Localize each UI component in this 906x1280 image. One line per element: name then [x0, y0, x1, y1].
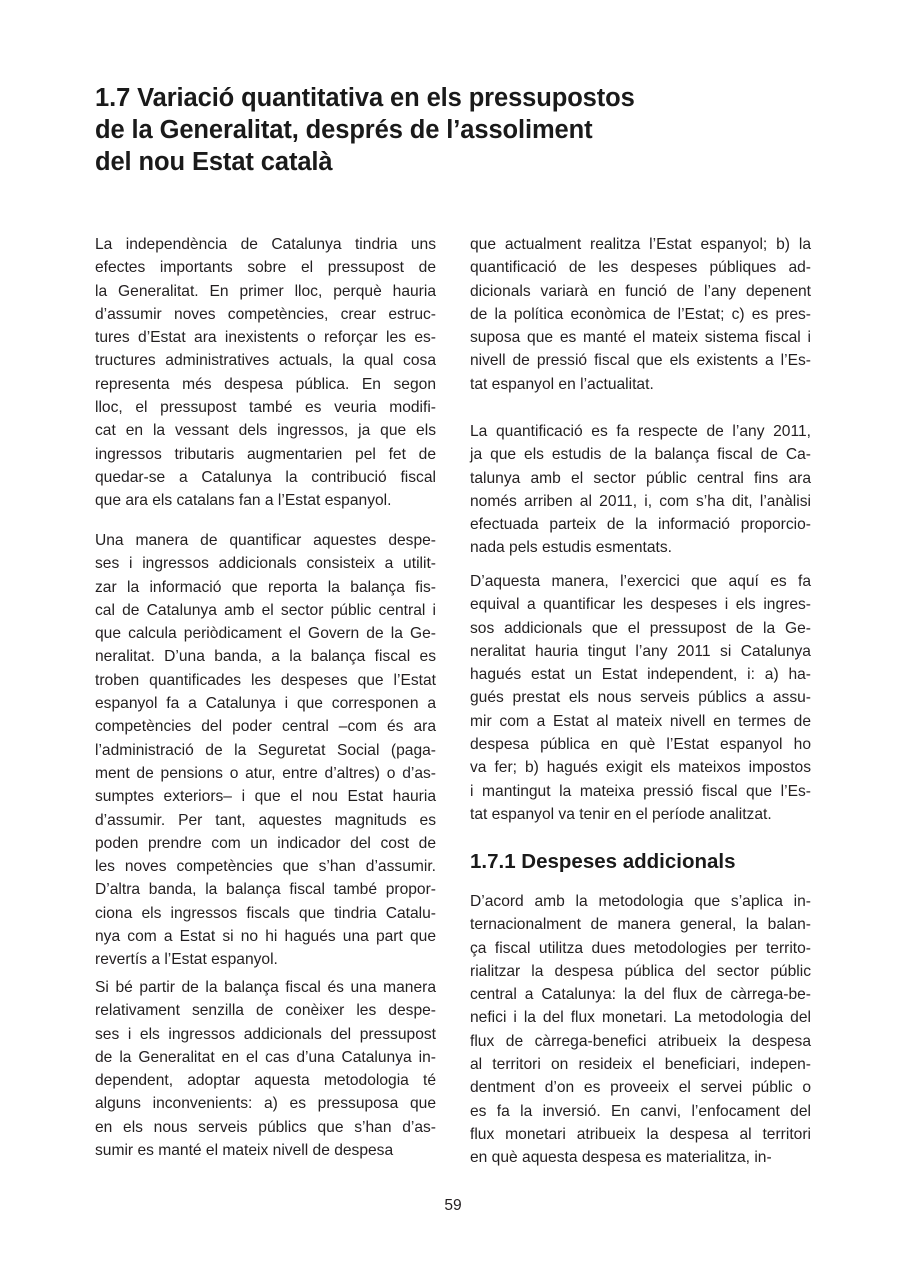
- text-line: relativament senzilla de conèixer les despe-: [95, 1002, 436, 1020]
- text-line: poden prendre com un indicador del cost de: [95, 834, 436, 852]
- text-line: Una manera de quantificar aquestes despe-: [95, 532, 436, 549]
- text-line: nya com a Estat si no hi hagués una part que: [95, 928, 436, 946]
- page-number: 59: [444, 1197, 462, 1214]
- text-line: que calcula periòdicament el Govern de la Ge-: [95, 625, 436, 643]
- text-line: sumptes exteriors– i que el nou Estat hauria: [95, 788, 436, 806]
- text-line: efectuada parteix de la informació proporcio-: [470, 516, 811, 534]
- text-line: nefici i la del flux monetari. La metodologia del: [470, 1009, 811, 1027]
- text-line: zar la informació que reporta la balança fis-: [95, 578, 436, 596]
- text-line: d’assumir noves competències, crear estruc-: [95, 305, 436, 323]
- text-line: flux de càrrega-benefici atribueix la despesa: [470, 1032, 811, 1050]
- text-line: ternacionalment de manera general, la balan-: [470, 916, 811, 934]
- paragraph: [470, 420, 811, 560]
- text-line: cal de Catalunya amb el sector públic central i: [95, 601, 436, 619]
- text-line: rialitzar la despesa pública del sector públic: [470, 962, 811, 980]
- section-title: [95, 82, 635, 178]
- paragraph: [470, 570, 811, 826]
- text-line: sumir es manté el mateix nivell de despesa: [95, 1142, 394, 1160]
- text-line: ses i els ingressos addicionals del pressupost: [95, 1025, 436, 1043]
- text-line: tat espanyol en l’actualitat.: [470, 375, 654, 393]
- text-line: que ara els catalans fan a l’Estat espanyol.: [95, 492, 392, 510]
- text-line: espanyol fa a Catalunya i que corresponen a: [95, 695, 436, 713]
- text-line: gués prestat els nous serveis públics a assu-: [470, 689, 811, 707]
- text-line: ment de pensions o atur, entre d’altres) o d’as-: [95, 764, 436, 782]
- text-line: l’administració de la Seguretat Social (paga-: [95, 741, 436, 759]
- text-line: central a Catalunya: la del flux de càrrega-be-: [470, 986, 811, 1004]
- text-line: revertís a l’Estat espanyol.: [95, 951, 278, 969]
- text-line: competències del poder central –com és ara: [95, 718, 436, 736]
- subsection-heading: 1.7.1 Despeses addicionals: [470, 850, 736, 873]
- text-line: neralitat. D’una banda, a la balança fiscal es: [95, 648, 436, 666]
- text-line: equival a quantificar les despeses i els ingres-: [470, 596, 811, 614]
- text-line: talunya amb el sector públic central fins ara: [470, 469, 811, 487]
- text-line: flux monetari atribueix la despesa al territori: [470, 1125, 811, 1143]
- text-line: les noves competències que s’han d’assumir.: [95, 858, 436, 876]
- text-line: nivell de pressió fiscal que els existents a l’Es-: [470, 352, 811, 370]
- text-line: lloc, el pressupost també es veuria modifi-: [95, 399, 436, 417]
- paragraph: [95, 976, 436, 1162]
- text-line: tures d’Estat ara inexistents o reforçar les es-: [95, 329, 436, 347]
- text-line: representa més despesa pública. En segon: [95, 375, 436, 393]
- text-line: D’altra banda, la balança fiscal també propor-: [95, 881, 436, 899]
- text-line: Si bé partir de la balança fiscal és una manera: [95, 979, 436, 996]
- text-line: de la política econòmica de l’Estat; c) es pres-: [470, 305, 811, 323]
- text-line: ses i ingressos addicionals consisteix a utilit-: [95, 555, 436, 573]
- text-line: es fa la inversió. En canvi, l’enfocament del: [470, 1102, 811, 1120]
- text-line: despesa pública en què l’Estat espanyol ho: [470, 736, 811, 754]
- text-line: que actualment realitza l’Estat espanyol; b) la: [470, 236, 811, 253]
- text-line: només arriben al 2011, i, com s’ha dit, l’anàlisi: [470, 492, 811, 510]
- text-line: nada pels estudis esmentats.: [470, 539, 672, 557]
- paragraph: [470, 233, 811, 396]
- text-line: dependent, adoptar aquesta metodologia té: [95, 1072, 436, 1090]
- section-title-line: de la Generalitat, després de l’assoliment: [95, 116, 593, 144]
- text-line: ingressos tributaris augmentarien pel fet de: [95, 445, 436, 463]
- text-line: en els nous serveis públics que s’han d’as-: [95, 1118, 436, 1136]
- text-line: hagués estat un Estat independent, i: a) ha-: [470, 666, 811, 684]
- text-line: troben quantificades les despeses que l’Estat: [95, 671, 436, 689]
- text-line: de la Generalitat en el cas d’una Catalunya in-: [95, 1048, 436, 1066]
- text-line: mir com a Estat al mateix nivell en termes de: [470, 712, 811, 730]
- text-line: D’acord amb la metodologia que s’aplica in-: [470, 893, 811, 910]
- text-line: neralitat hauria tingut l’any 2011 si Catalunya: [470, 642, 811, 660]
- section-title-line: 1.7 Variació quantitativa en els pressupostos: [95, 84, 635, 112]
- text-line: va fer; b) hagués exigit els mateixos impostos: [470, 759, 811, 777]
- text-line: en què aquesta despesa es materialitza, in-: [470, 1149, 772, 1167]
- text-line: cat en la vessant dels ingressos, ja que els: [95, 422, 436, 440]
- text-line: al territori on resideix el beneficiari, indepen-: [470, 1056, 811, 1074]
- text-line: La quantificació es fa respecte de l’any 2011,: [470, 423, 811, 440]
- text-line: efectes importants sobre el pressupost de: [95, 259, 436, 277]
- text-line: d’assumir. Per tant, aquestes magnituds es: [95, 811, 436, 829]
- text-line: ciona els ingressos fiscals que tindria Catalu-: [95, 904, 436, 922]
- text-line: alguns inconvenients: a) es pressuposa que: [95, 1095, 436, 1113]
- text-line: dentment d’on es proveeix el servei públic o: [470, 1079, 811, 1097]
- paragraph: [470, 890, 811, 1170]
- section-title-line: del nou Estat català: [95, 148, 333, 176]
- text-line: tructures administratives actuals, la qual cosa: [95, 352, 436, 370]
- text-line: ja que els estudis de la balança fiscal de Ca-: [470, 446, 811, 464]
- text-line: suposa que es manté el mateix sistema fiscal i: [470, 329, 811, 347]
- text-line: la Generalitat. En primer lloc, perquè hauria: [95, 282, 436, 300]
- text-line: quedar-se a Catalunya la contribució fiscal: [95, 468, 436, 486]
- text-line: ça fiscal utilitza dues metodologies per territo-: [470, 939, 811, 957]
- text-line: tat espanyol va tenir en el període analitzat.: [470, 805, 772, 823]
- text-line: La independència de Catalunya tindria uns: [95, 236, 436, 253]
- paragraph: [95, 233, 436, 513]
- text-line: quantificació de les despeses públiques ad-: [470, 259, 811, 277]
- text-line: D’aquesta manera, l’exercici que aquí es fa: [470, 573, 811, 590]
- text-line: i mantingut la mateixa pressió fiscal que l’Es-: [470, 782, 811, 800]
- text-line: sos addicionals que el pressupost de la Ge-: [470, 619, 811, 637]
- paragraph: [95, 529, 436, 972]
- text-line: dicionals variarà en funció de l’any depenent: [470, 282, 811, 300]
